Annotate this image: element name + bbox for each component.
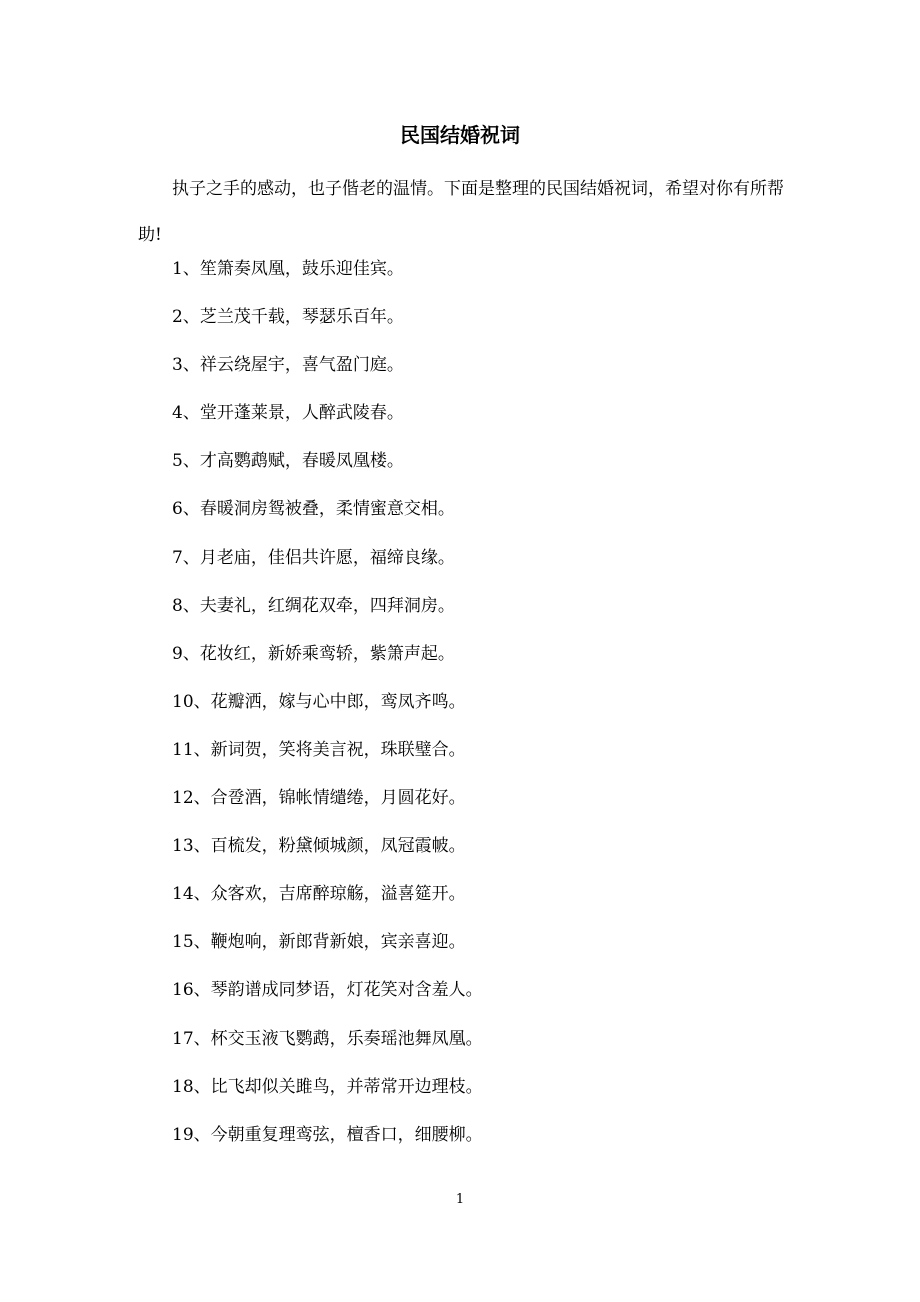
list-item: 6、春暖洞房鸳被叠，柔情蜜意交相。 (172, 499, 455, 520)
list-item: 3、祥云绕屋宇，喜气盈门庭。 (172, 355, 404, 376)
list-item: 11、新词贺，笑将美言祝，珠联璧合。 (172, 739, 466, 760)
document-title: 民国结婚祝词 (400, 123, 520, 147)
list-item: 2、芝兰茂千载，琴瑟乐百年。 (172, 307, 404, 328)
list-item: 9、花妆红，新娇乘鸾轿，紫箫声起。 (172, 643, 455, 664)
list-item: 7、月老庙，佳侣共许愿，福缔良缘。 (172, 547, 455, 568)
list-item: 4、堂开蓬莱景，人醉武陵春。 (172, 403, 404, 424)
list-item: 10、花瓣洒，嫁与心中郎，鸾凤齐鸣。 (172, 691, 466, 712)
list-item: 18、比飞却似关雎鸟，并蒂常开边理枝。 (172, 1076, 483, 1097)
page-number: 1 (455, 1192, 465, 1207)
list-item: 15、鞭炮响，新郎背新娘，宾亲喜迎。 (172, 932, 466, 953)
list-item: 13、百梳发，粉黛倾城颜，凤冠霞帔。 (172, 836, 466, 857)
list-item: 8、夫妻礼，红绸花双牵，四拜洞房。 (172, 595, 455, 616)
list-item: 12、合卺酒，锦帐情缱绻，月圆花好。 (172, 788, 466, 809)
list-item: 17、杯交玉液飞鹦鹉，乐奏瑶池舞凤凰。 (172, 1028, 483, 1049)
intro-paragraph: 执子之手的感动，也子偕老的温情。下面是整理的民国结婚祝词，希望对你有所帮助! (138, 179, 784, 245)
list-item: 1、笙箫奏凤凰，鼓乐迎佳宾。 (172, 259, 404, 279)
list-item: 5、才高鹦鹉赋，春暖凤凰楼。 (172, 451, 404, 472)
blessing-list (172, 256, 788, 1170)
list-item: 19、今朝重复理鸾弦，檀香口，细腰柳。 (172, 1124, 483, 1145)
list-item: 16、琴韵谱成同梦语，灯花笑对含羞人。 (172, 980, 483, 1001)
list-item: 14、众客欢，吉席醉琼觞，溢喜筵开。 (172, 884, 466, 905)
